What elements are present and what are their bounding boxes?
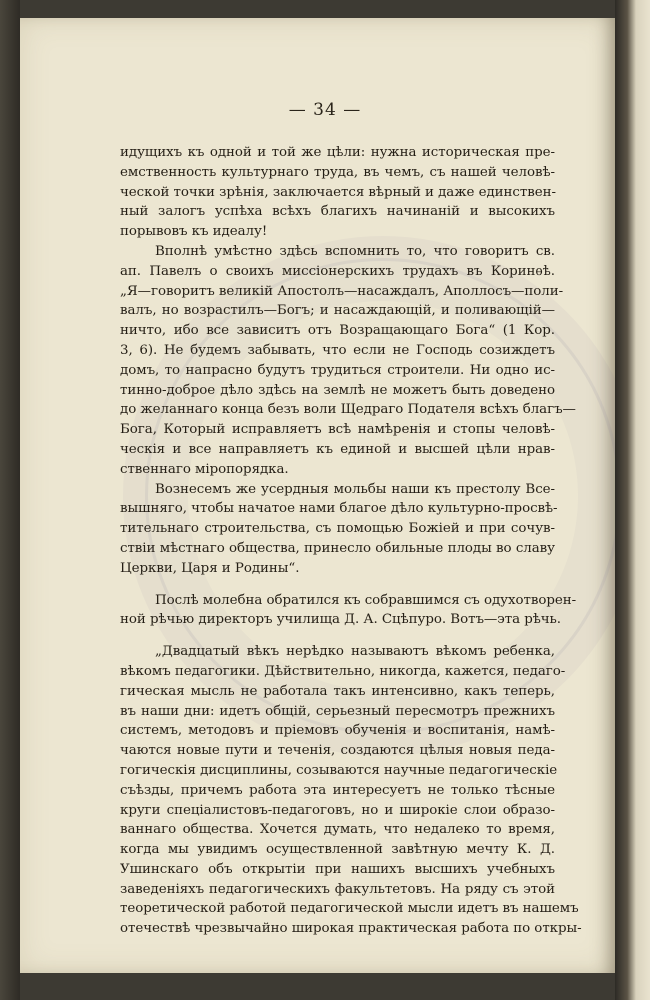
text-line: ческія и все направляетъ къ единой и высшей цѣли нрав- [120, 441, 555, 457]
text-line: съѣзды, причемъ работа эта интересуетъ не только тѣсные [120, 782, 555, 798]
document-body [120, 143, 582, 939]
text-line: домъ, то напрасно будутъ трудиться строители. Ни одно ис- [120, 362, 555, 378]
text-line: теоретической работой педагогической мысли идетъ въ нашемъ [120, 901, 579, 917]
text-line: гическая мысль не работала такъ интенсивно, какъ теперь, [120, 683, 555, 699]
text-line: ной рѣчью директоръ училища Д. А. Сцѣпуро. Вотъ—эта рѣчь. [120, 612, 562, 628]
text-line: „Я—говоритъ великій Апостолъ—насаждалъ, Аполлосъ—поли- [120, 283, 564, 299]
paragraph [120, 242, 576, 480]
text-line: идущихъ къ одной и той же цѣли: нужна историческая пре- [120, 145, 555, 160]
text-line: Ушинскаго объ открытіи при нашихъ высшихъ учебныхъ [120, 861, 555, 877]
text-line: системъ, методовъ и пріемовъ обученія и воспитанія, намѣ- [120, 723, 555, 739]
text-line: отечествѣ чрезвычайно широкая практическая работа по откры- [120, 921, 582, 937]
text-line: тительнаго строительства, съ помощью Божіей и при сочув- [120, 521, 555, 537]
text-line: ственнаго міропорядка. [120, 461, 289, 477]
paragraph [120, 143, 555, 242]
text-line: тинно-доброе дѣло здѣсь на землѣ не можетъ быть доведено [120, 382, 555, 398]
text-line: заведеніяхъ педагогическихъ факультетовъ. На ряду съ этой [120, 881, 555, 897]
paragraph [120, 642, 582, 939]
text-line: вышняго, чтобы начатое нами благое дѣло культурно-просвѣ- [120, 501, 558, 517]
paragraph [120, 591, 577, 631]
text-line: когда мы увидимъ осуществленной завѣтную мечту К. Д. [120, 842, 555, 858]
text-line: ческой точки зрѣнія, заключается вѣрный и даже единствен- [120, 184, 556, 200]
text-line: емственность культурнаго труда, въ чемъ, съ нашей человѣ- [120, 164, 555, 180]
text-line: круги спеціалистовъ-педагоговъ, но и широкіе слои образо- [120, 802, 555, 818]
text-line: Вполнѣ умѣстно здѣсь вспомнить то, что говоритъ св. [155, 243, 555, 259]
paragraph-gap [120, 630, 555, 642]
text-line: „Двадцатый вѣкъ нерѣдко называютъ вѣкомъ ребенка, [155, 644, 555, 660]
text-line: ствіи мѣстнаго общества, принесло обильные плоды во славу [120, 540, 555, 556]
scan-left-edge [0, 0, 20, 1000]
text-line: вѣкомъ педагогики. Дѣйствительно, никогда, кажется, педаго- [120, 663, 566, 679]
text-line: до желаннаго конца безъ воли Щедраго Подателя всѣхъ благъ— [120, 402, 576, 418]
text-line: ный залогъ успѣха всѣхъ благихъ начинаній и высокихъ [120, 204, 555, 220]
paragraph [120, 480, 558, 579]
text-line: Церкви, Царя и Родины“. [120, 560, 300, 576]
text-line: гогическія дисциплины, созываются научные педагогическіе [120, 762, 558, 778]
text-line: ваннаго общества. Хочется думать, что недалеко то время, [120, 822, 555, 838]
scan-right-edge [615, 0, 650, 1000]
page-number: — 34 — [288, 100, 362, 120]
text-line: ничто, ибо все зависитъ отъ Возращающаго Бога“ (1 Кор. [120, 323, 555, 339]
paragraph-gap [120, 579, 555, 591]
text-line: Послѣ молебна обратился къ собравшимся съ одухотворен- [155, 592, 577, 608]
text-line: Вознесемъ же усердныя мольбы наши къ престолу Все- [155, 481, 555, 497]
text-line: ап. Павелъ о своихъ миссіонерскихъ трудахъ въ Коринѳѣ. [120, 263, 555, 279]
text-line: въ наши дни: идетъ общій, серьезный пересмотръ прежнихъ [120, 703, 555, 719]
text-line: порывовъ къ идеалу! [120, 224, 268, 240]
text-line: чаются новые пути и теченія, создаются цѣлыя новыя педа- [120, 743, 555, 759]
text-line: 3, 6). Не будемъ забывать, что если не Господь созиждетъ [120, 342, 555, 358]
text-line: Бога, Который исправляетъ всѣ намѣренія и стопы человѣ- [120, 422, 555, 438]
text-line: валъ, но возрастилъ—Богъ; и насаждающій, и поливающій— [120, 303, 555, 319]
